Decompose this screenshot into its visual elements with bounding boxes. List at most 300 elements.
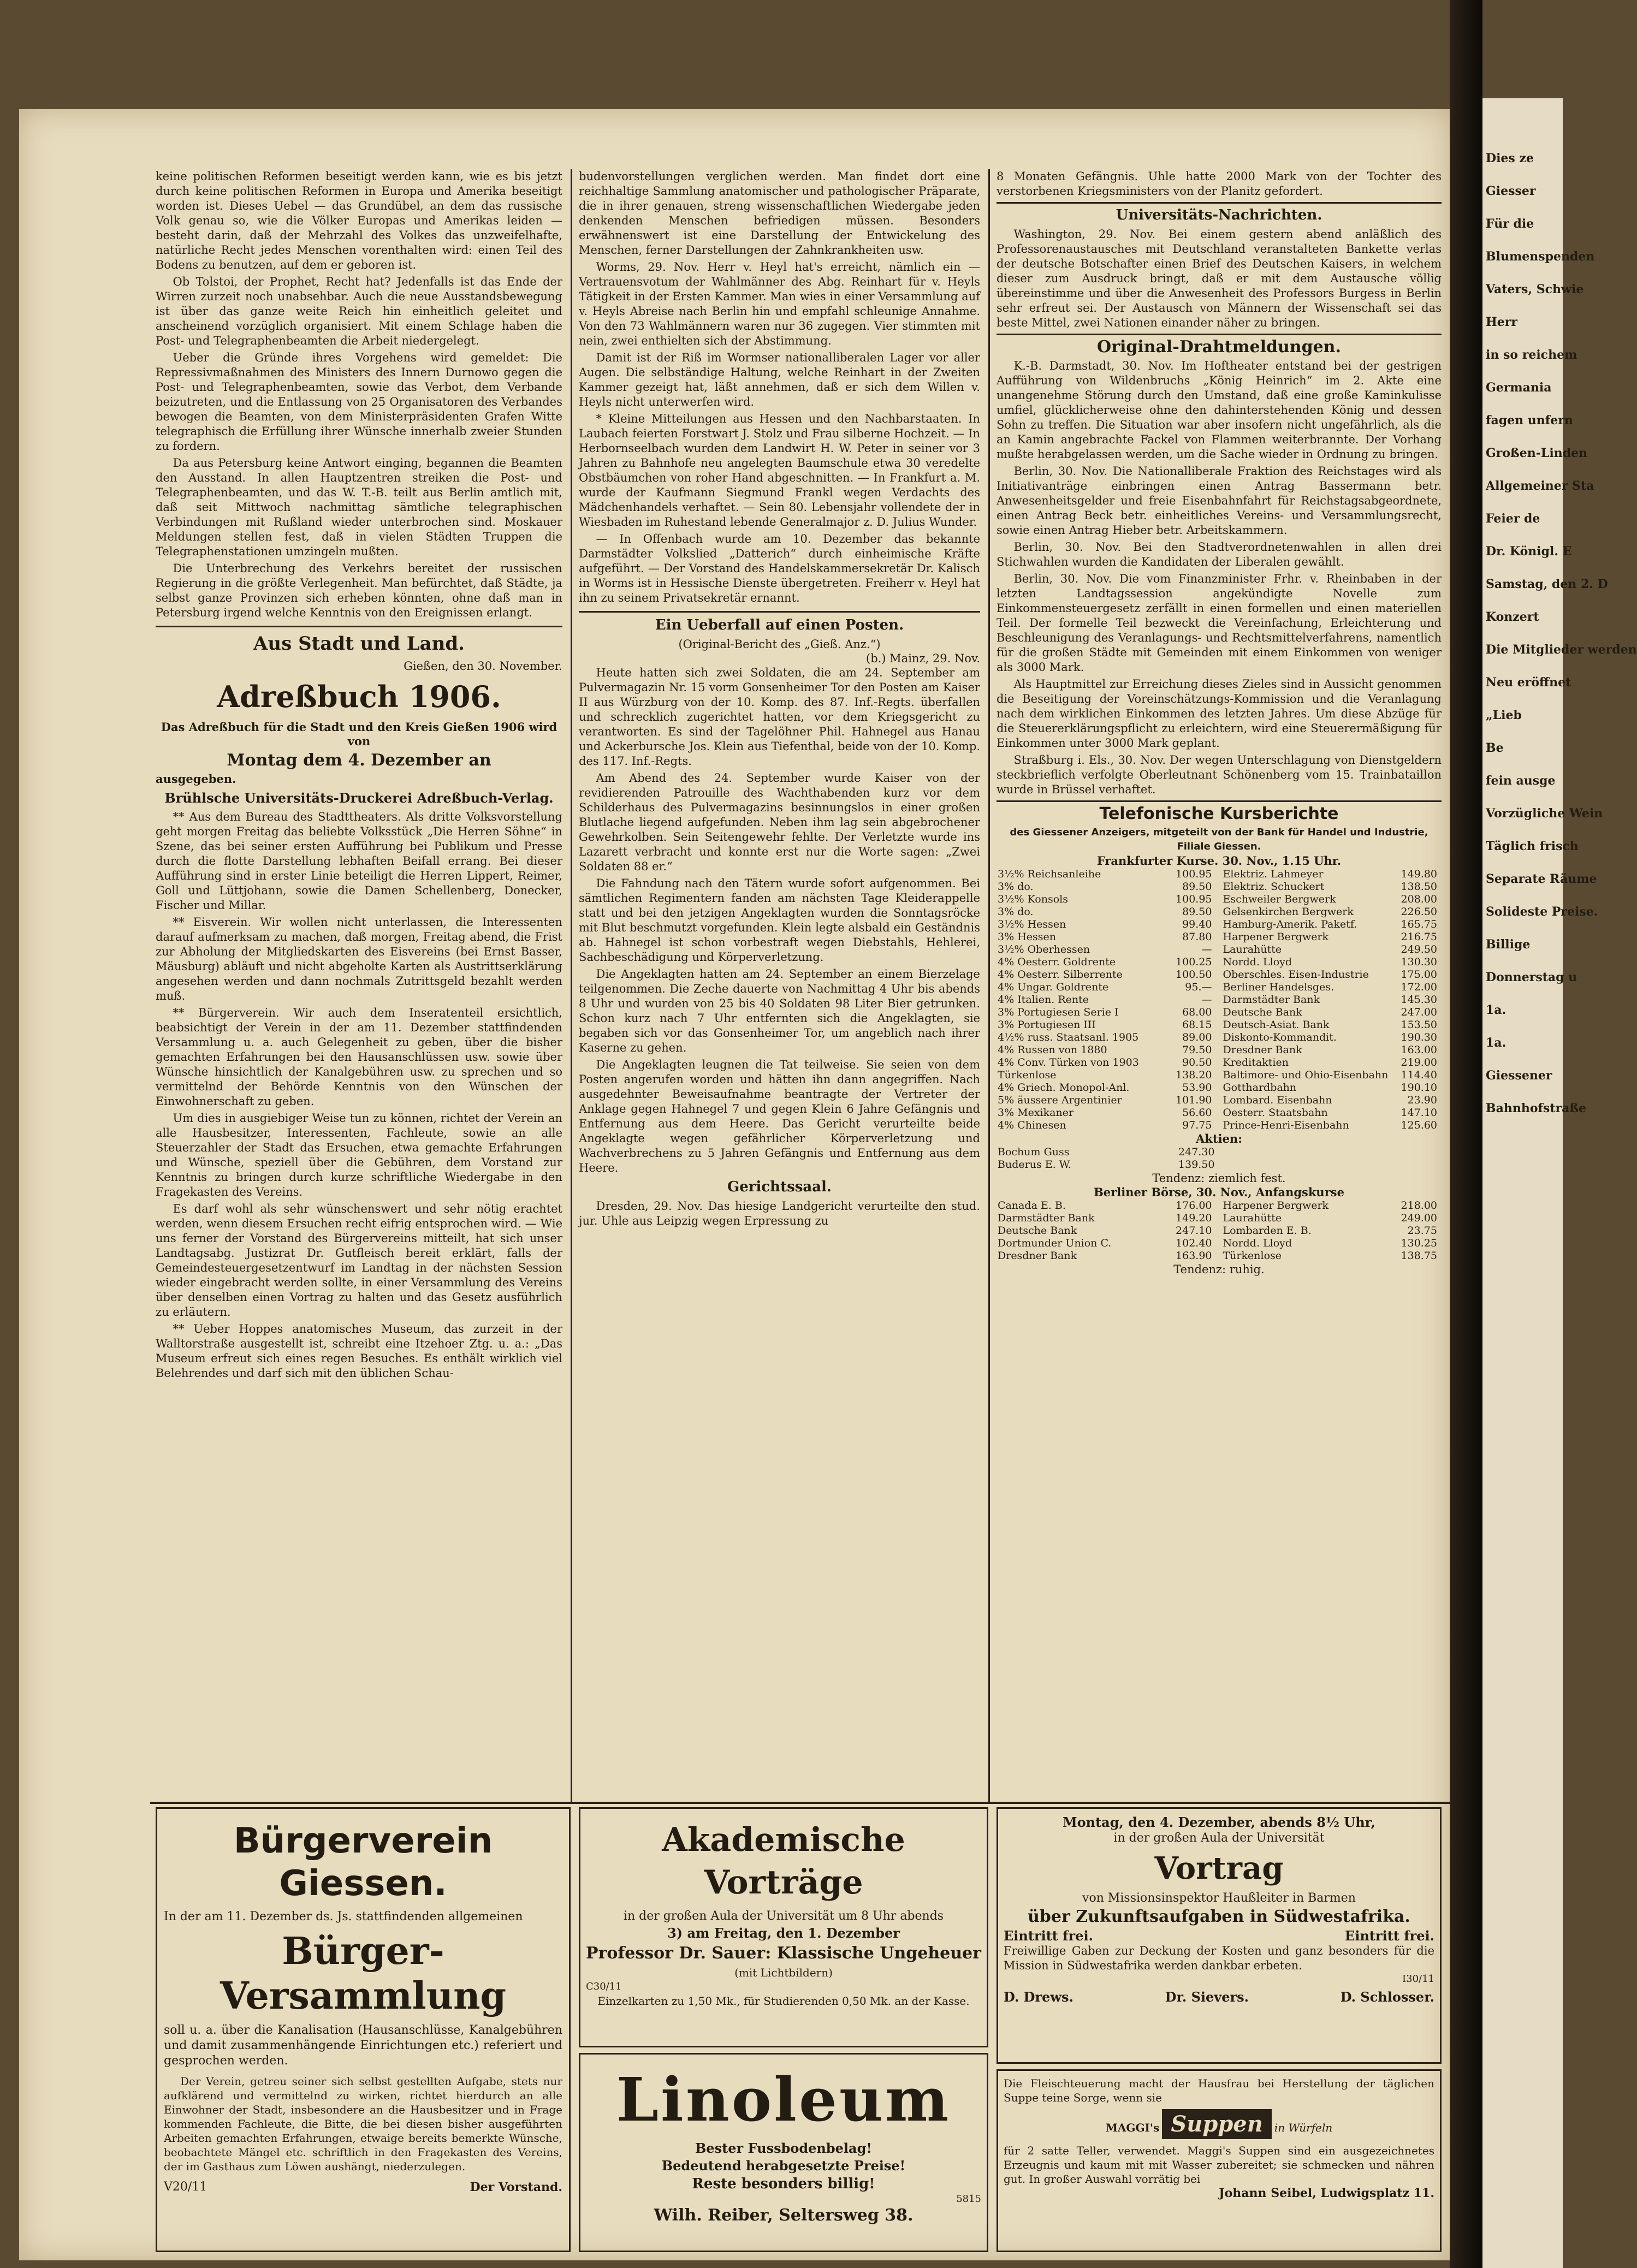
kurs-row bbox=[997, 893, 1217, 906]
feature-paragraph: Die Fahndung nach den Tätern wurde sofort aufgenommen. Bei sämtlichen Regimentern fanden am nächsten Tage Kleiderappelle statt und bei den jetzigen Angeklagten wurden die Sonntagsröcke mit Blut beschmutzt vorgefunden. Klein legte alsbald ein Geständnis ab. Hahnegel ist schon vorbestraft wegen Diebstahls, Hehlerei, Sachbeschädigung und Körperverletzung. bbox=[579, 877, 980, 964]
kurs-value: 125.60 bbox=[1401, 1119, 1437, 1131]
draht-paragraph: K.-B. Darmstadt, 30. Nov. Im Hoftheater entstand bei der gestrigen Aufführung von Wildenbruchs „König Heinrich“ im 2. Akte eine unangenehme Störung durch den Umstand, daß eine große Kaminkulisse umfiel, glücklicherweise ohne den dahinterstehenden König und dessen Sohn zu treffen. Die Situation war aber insofern nicht ungefährlich, als die an Kamin angebrachte Fackel von Flammen weiterbrannte. Der Vorhang mußte herabgelassen werden, um die Sache wieder in Ordnung zu bringen. bbox=[997, 359, 1442, 461]
adressbuch-text: Das Adreßbuch für die Stadt und den Kreis Gießen 1906 wird von bbox=[161, 720, 557, 748]
local-news: ** Ueber Hoppes anatomisches Museum, das zurzeit in der Walltorstraße ausgestellt ist, schreibt eine Itzehoer Ztg. u. a.: „Das Museum erfreut sich eines regen Besuches. Es enthält wirklich viel Belehrendes und darf sich mit den üblichen Schau- bbox=[156, 1322, 562, 1380]
kurs-value: 138.50 bbox=[1401, 881, 1437, 893]
kurs-value: — bbox=[1201, 943, 1212, 955]
kurs-name: Kreditaktien bbox=[1223, 1056, 1289, 1068]
kurs-name: 3% Portugiesen Serie I bbox=[998, 1006, 1119, 1018]
ad-text: Bester Fussbodenbelag! bbox=[695, 2140, 872, 2156]
kurs-name: Berliner Handelsges. bbox=[1223, 981, 1334, 993]
local-news: Um dies in ausgiebiger Weise tun zu können, richtet der Verein an alle Hausbesitzer, Interessenten, Fachleute, sowie an alle Steuerzahler der Stadt das Ersuchen, etwa gemachte Erfahrungen und Wünsche, speziell über die Gebühren, dem Vorstand zur Kenntnis zu bringen durch kurze schriftliche Wiedergabe in den Fragekasten des Vereins. bbox=[156, 1112, 562, 1198]
kurs-name: Bochum Guss bbox=[998, 1146, 1070, 1158]
aktien-head: Aktien: bbox=[1196, 1132, 1242, 1145]
kurs-row bbox=[1222, 1250, 1442, 1262]
berlin-head: Berliner Börse, 30. Nov., Anfangskurse bbox=[1094, 1185, 1344, 1199]
kurs-row bbox=[997, 1006, 1217, 1019]
kurs-value: 153.50 bbox=[1401, 1019, 1437, 1031]
ad-text: in der großen Aula der Universität um 8 Uhr abends bbox=[623, 1909, 944, 1923]
adjacent-fragment: Konzert bbox=[1486, 610, 1539, 624]
kurs-value: 190.10 bbox=[1401, 1082, 1437, 1094]
kurs-row bbox=[1222, 1200, 1442, 1212]
adjacent-fragment: Dr. Königl. E bbox=[1486, 544, 1572, 559]
kurs-name: 4% Ungar. Goldrente bbox=[998, 981, 1109, 993]
kurs-value: 247.30 bbox=[1178, 1146, 1215, 1158]
column-1 bbox=[156, 169, 562, 1799]
kurs-value: 218.00 bbox=[1401, 1200, 1437, 1212]
ad-code: V20/11 bbox=[164, 2180, 207, 2194]
kurs-name: 5% äussere Argentinier bbox=[998, 1094, 1122, 1106]
kurs-row bbox=[1222, 994, 1442, 1006]
kurs-value: 102.40 bbox=[1176, 1237, 1212, 1249]
kurs-name: Hamburg-Amerik. Paketf. bbox=[1223, 918, 1357, 930]
frankfurt-head: Frankfurter Kurse. 30. Nov., 1.15 Uhr. bbox=[1096, 854, 1342, 868]
kurs-row bbox=[1222, 1044, 1442, 1056]
kurs-value: 23.90 bbox=[1407, 1094, 1437, 1106]
ad-entry-left: Eintritt frei. bbox=[1004, 1928, 1093, 1944]
kurs-value: 139.50 bbox=[1178, 1159, 1215, 1171]
kurs-name: Dresdner Bank bbox=[998, 1250, 1077, 1262]
ad-text: von Missionsinspektor Haußleiter in Barmen bbox=[1082, 1891, 1356, 1905]
adjacent-fragment: Solideste Preise. bbox=[1486, 905, 1598, 919]
kurs-row bbox=[997, 918, 1217, 931]
kurs-name: Oberschles. Eisen-Industrie bbox=[1223, 969, 1369, 981]
ad-text: Der Verein, getreu seiner sich selbst gestellten Aufgabe, stets nur aufklärend und vermittelnd zu wirken, richtet hierdurch an alle Einwohner der Stadt, insbesondere an die Hausbesitzer und in Frage kommenden Fachleute, die Bitte, die bei diesen bisher ausgeführten Arbeiten gemachten Erfahrungen, etwaige bereits bemerkte Wünsche, beobachtete Mängel etc. schriftlich in den Fragekasten des Vereins, der im Gasthaus zum Löwen aushängt, niederzulegen. bbox=[164, 2075, 562, 2173]
kurs-name: Laurahütte bbox=[1223, 1212, 1282, 1224]
kurs-name: 4% Conv. Türken von 1903 bbox=[998, 1056, 1139, 1068]
kurs-value: 249.00 bbox=[1401, 1212, 1437, 1224]
feature-dateline: (b.) Mainz, 29. Nov. bbox=[866, 652, 980, 665]
kurs-row bbox=[997, 1200, 1217, 1212]
kurs-name: Buderus E. W. bbox=[998, 1159, 1071, 1171]
adjacent-fragment: Donnerstag u bbox=[1486, 970, 1577, 984]
article-paragraph: — In Offenbach wurde am 10. Dezember das bekannte Darmstädter Volkslied „Datterich“ durch einheimische Kräfte aufgeführt. — Der Vorstand des Handelskammersekretär Dr. Kalisch in Worms ist in Hessische Dienste übergetreten. Freiherr v. Heyl hat ihn zu seinem Privatsekretär ernannt. bbox=[579, 532, 980, 604]
kurs-value: 114.40 bbox=[1401, 1069, 1437, 1081]
kurs-name: Türkenlose bbox=[998, 1069, 1057, 1081]
univ-text: Washington, 29. Nov. Bei einem gestern abend anläßlich des Professorenaustausches mit Deutschland veranstalteten Bankette verlas der deutsche Botschafter einen Brief des Deutschen Kaisers, in welchem dieser zum Ausdruck bringt, daß er mit dem Austausche völlig übereinstimme und über die Anwesenheit des Professors Burgess in Berlin sehr erfreut sei. Der Austausch von Männern der Wissenschaft sei das beste Mittel, zwei Nationen einander näher zu bringen. bbox=[997, 228, 1442, 329]
kurs-row bbox=[997, 956, 1217, 969]
kurs-row bbox=[1222, 931, 1442, 943]
ad-dealer: Johann Seibel, Ludwigsplatz 11. bbox=[1219, 2186, 1434, 2200]
adjacent-fragment: Vorzügliche Wein bbox=[1486, 806, 1603, 821]
local-news: ** Eisverein. Wir wollen nicht unterlassen, die Interessenten darauf aufmerksam zu machen, daß morgen, Freitag abend, die Frist zur Abholung der Mitgliedskarten des Eisvereins (bei Ernst Basser, Mäusburg) abläuft und nicht abgeholte Karten als Austrittserklärung angesehen werden und dann nochmals Zutrittsgeld bezahlt werden muß. bbox=[156, 916, 562, 1002]
kurs-value: 165.75 bbox=[1401, 918, 1437, 930]
kurs-name: Gotthardbahn bbox=[1223, 1082, 1297, 1094]
kurs-value: 97.75 bbox=[1182, 1119, 1212, 1131]
kurs-row bbox=[997, 1082, 1217, 1094]
divider bbox=[997, 800, 1442, 802]
adjacent-fragment: Täglich frisch bbox=[1486, 839, 1579, 853]
kurs-row bbox=[997, 943, 1217, 956]
kurs-name: Gelsenkirchen Bergwerk bbox=[1223, 906, 1354, 918]
kurs-row bbox=[997, 1237, 1217, 1250]
adjacent-fragment: fein ausge bbox=[1486, 774, 1556, 788]
ad-text: soll u. a. über die Kanalisation (Hausanschlüsse, Kanalgebühren und damit zusammenhängende Einrichtungen etc.) referiert und gesprochen werden. bbox=[164, 2023, 562, 2068]
kurs-subtitle: des Giessener Anzeigers, mitgeteilt von der Bank für Handel und Industrie, Filiale Giessen. bbox=[1010, 827, 1428, 852]
kurs-value: 23.75 bbox=[1407, 1225, 1437, 1237]
article-paragraph: Ueber die Gründe ihres Vorgehens wird gemeldet: Die Repressivmaßnahmen des Ministers des Innern Durnowo gegen die Post- und Telegraphenbeamten, sowie das Verbot, dem Verbande beizutreten, und die Entlassung von 25 Organisatoren des Verbandes bewogen die Beamten, von dem Ministerpräsidenten Grafen Witte telegraphisch die Erfüllung ihrer Wünsche innerhalb zweier Stunden zu fordern. bbox=[156, 351, 562, 453]
kurs-value: 216.75 bbox=[1401, 931, 1437, 943]
kurs-name: Lombarden E. B. bbox=[1223, 1225, 1312, 1237]
kurs-name: Elektriz. Lahmeyer bbox=[1223, 868, 1324, 880]
kurs-value: 147.10 bbox=[1401, 1107, 1437, 1119]
kurs-table-right bbox=[1222, 868, 1442, 1132]
kurs-row bbox=[997, 1146, 1219, 1159]
kurs-row bbox=[1222, 893, 1442, 906]
kurs-value: 56.60 bbox=[1182, 1107, 1212, 1119]
kurs-name: Nordd. Lloyd bbox=[1223, 956, 1292, 968]
kurs-row bbox=[997, 1107, 1217, 1119]
local-news: ** Aus dem Bureau des Stadttheaters. Als dritte Volksvorstellung geht morgen Freitag das beliebte Volksstück „Die Herren Söhne“ in Szene, das bei seiner ersten Aufführung bei Publikum und Presse durch die flotte Darstellung lebhaften Beifall errang. Bei dieser Aufführung sind in erster Linie beteiligt die Herren Lippert, Reimer, Goll und Lüttjohann, sowie die Damen Schellenberg, Donecker, Fischer und Millar. bbox=[156, 810, 562, 912]
ad-text: Bedeutend herabgesetzte Preise! bbox=[661, 2158, 906, 2174]
local-news: Es darf wohl als sehr wünschenswert und sehr nötig erachtet werden, wenn diesem Ersuchen recht eifrig entsprochen wird. — Wie uns ferner der Vorstand des Bürgervereins mitteilt, hat sich unser Landtagsabg. Justizrat Dr. Gutfleisch bereit erklärt, falls der Gemeindesteuergesetzentwurf im Landtag in der nächsten Session wieder eingebracht werden sollte, in einer Versammlung des Vereins über denselben einen Vortrag zu halten und das Gesetz ausführlich zu erläutern. bbox=[156, 1202, 562, 1319]
kurs-row bbox=[997, 1019, 1217, 1031]
adjacent-fragment: Herr bbox=[1486, 315, 1517, 329]
dateline: Gießen, den 30. November. bbox=[404, 660, 562, 673]
maggi-brand: MAGGI's bbox=[1105, 2121, 1160, 2134]
kurs-value: 163.90 bbox=[1176, 1250, 1212, 1262]
kurs-row bbox=[997, 881, 1217, 893]
aktien-table bbox=[997, 1146, 1219, 1171]
draht-paragraph: Straßburg i. Els., 30. Nov. Der wegen Unterschlagung von Dienstgeldern steckbrieflich verfolgte Oberleutnant Schönenberg vom 15. Trainbataillon wurde in Brüssel verhaftet. bbox=[997, 753, 1442, 796]
feature-paragraph: Die Angeklagten hatten am 24. September an einem Bierzelage teilgenommen. Die Zeche dauerte von Nachmittag 4 Uhr bis abends 8 Uhr und wurden von 25 bis 40 Soldaten 98 Liter Bier getrunken. Schon kurz nach 7 Uhr entfernten sich die Angeklagten, sie begaben sich vor das Gonsenheimer Tor, um angeblich nach ihrer Kaserne zu gehen. bbox=[579, 967, 980, 1054]
adjacent-fragment: Großen-Linden bbox=[1486, 446, 1588, 460]
kurs-row bbox=[1222, 1082, 1442, 1094]
adjacent-fragment: Be bbox=[1486, 741, 1504, 755]
kurs-value: 100.95 bbox=[1176, 893, 1212, 905]
kurs-name: 3% do. bbox=[998, 881, 1034, 893]
adjacent-fragment: Vaters, Schwie bbox=[1486, 282, 1584, 296]
kurs-row bbox=[997, 931, 1217, 943]
kurs-value: 163.00 bbox=[1401, 1044, 1437, 1056]
kurs-row bbox=[1222, 918, 1442, 931]
article-paragraph: keine politischen Reformen beseitigt werden kann, wie es bis jetzt durch keine politischen Reformen in Europa und Amerika beseitigt worden ist. Dieses Uebel — das Grundübel, an dem das russische Volk genau so, wie die Völker Europas und Amerikas leiden — besteht darin, daß der Mehrzahl des Volkes das unzweifelhafte, natürliche Recht jedes Menschen vorenthalten wird: einen Teil des Bodens zu benutzen, auf dem er geboren ist. bbox=[156, 170, 562, 271]
kurs-name: Deutsch-Asiat. Bank bbox=[1223, 1019, 1330, 1031]
kurs-value: 87.80 bbox=[1182, 931, 1212, 943]
kurs-name: 3% Portugiesen III bbox=[998, 1019, 1096, 1031]
univ-title: Universitäts-Nachrichten. bbox=[1116, 207, 1322, 223]
kurs-name: 4% Chinesen bbox=[998, 1119, 1066, 1131]
ad-title: Akademische Vorträge bbox=[662, 1821, 905, 1902]
ad-name: D. Drews. bbox=[1004, 1989, 1073, 2005]
kurs-row bbox=[997, 868, 1217, 881]
ads-rule bbox=[150, 1802, 1450, 1804]
kurs-row bbox=[1222, 906, 1442, 918]
kurs-name: Laurahütte bbox=[1223, 943, 1282, 955]
kurs-value: 249.50 bbox=[1401, 943, 1437, 955]
adressbuch-publisher: Brühlsche Universitäts-Druckerei Adreßbuch-Verlag. bbox=[164, 790, 554, 806]
kurs-row bbox=[1222, 1237, 1442, 1250]
ad-linoleum bbox=[579, 2053, 988, 2252]
ad-code: I30/11 bbox=[1402, 1973, 1434, 1985]
feature-paragraph: Die Angeklagten leugnen die Tat teilweise. Sie seien von dem Posten angerufen worden und hätten ihn dann angegriffen. Nach ausgedehnter Beweisaufnahme beantragte der Vertreter der Anklage gegen Hahnegel 7 und gegen Klein 6 Jahre Gefängnis und Entfernung aus dem Heere. Das Gericht verurteilte beide Angeklagte wegen gefährlicher Körperverletzung und Wachverbrechens zu 5 Jahren Gefängnis und Entfernung aus dem Heere. bbox=[579, 1058, 980, 1174]
kurs-value: 100.95 bbox=[1176, 868, 1212, 880]
kurs-value: 149.80 bbox=[1401, 868, 1437, 880]
kurs-name: Darmstädter Bank bbox=[1223, 994, 1320, 1006]
kurs-value: 145.30 bbox=[1401, 994, 1437, 1006]
adjacent-fragment: Giesser bbox=[1486, 184, 1536, 198]
kurs-row bbox=[997, 1094, 1217, 1107]
court-text: Dresden, 29. Nov. Das hiesige Landgericht verurteilte den stud. jur. Uhle aus Leipzig wegen Erpressung zu bbox=[579, 1200, 980, 1227]
kurs-value: 247.10 bbox=[1176, 1225, 1212, 1237]
adjacent-fragment: „Lieb bbox=[1486, 708, 1522, 722]
kurs-value: 95.— bbox=[1185, 981, 1212, 993]
adjacent-fragment: Dies ze bbox=[1486, 151, 1534, 165]
kurs-value: 138.20 bbox=[1176, 1069, 1212, 1081]
kurs-table-left bbox=[997, 868, 1217, 1132]
adjacent-fragment: Germania bbox=[1486, 381, 1552, 395]
ad-title: Linoleum bbox=[616, 2064, 951, 2135]
berlin-table-right bbox=[1222, 1200, 1442, 1262]
kurs-value: 53.90 bbox=[1182, 1082, 1212, 1094]
kurs-name: Oesterr. Staatsbahn bbox=[1223, 1107, 1328, 1119]
ad-maggi bbox=[997, 2069, 1442, 2252]
kurs-row bbox=[1222, 1225, 1442, 1237]
column-rule bbox=[571, 169, 572, 1802]
article-paragraph: Ob Tolstoi, der Prophet, Recht hat? Jedenfalls ist das Ende der Wirren zurzeit noch unabsehbar. Auch die neue Ausstandsbewegung ist über das ganze weite Reich hin einheitlich geleitet und anscheinend vorzüglich organisiert. Mit einem Schlage haben die Post- und Telegraphenbeamten die Arbeit niedergelegt. bbox=[156, 275, 562, 347]
newspaper-page bbox=[19, 109, 1450, 2260]
article-paragraph: Da aus Petersburg keine Antwort einging, begannen die Beamten den Ausstand. In allen Hauptzentren streiken die Post- und Telegraphenbeamten, und das W. T.-B. teilt aus Berlin amtlich mit, daß seit Mittwoch nachmittag sämtliche telegraphischen Verbindungen mit Rußland wieder unterbrochen sind. Moskauer Meldungen stellen fest, daß in vielen Städten Truppen die Telegraphenstationen umzingeln mußten. bbox=[156, 456, 562, 558]
divider bbox=[997, 202, 1442, 204]
kurs-name: Eschweiler Bergwerk bbox=[1223, 893, 1336, 905]
kurs-row bbox=[997, 1119, 1217, 1132]
kurs-name: Deutsche Bank bbox=[998, 1225, 1077, 1237]
kurs-name: 3½% Konsols bbox=[998, 893, 1068, 905]
court-title: Gerichtssaal. bbox=[727, 1179, 832, 1195]
ad-code: 5815 bbox=[956, 2193, 981, 2205]
divider bbox=[156, 626, 562, 627]
kurs-value: 226.50 bbox=[1401, 906, 1437, 918]
kurs-name: 4% Oesterr. Goldrente bbox=[998, 956, 1116, 968]
kurs-value: 89.50 bbox=[1182, 881, 1212, 893]
kurs-name: Dresdner Bank bbox=[1223, 1044, 1302, 1056]
kurs-name: 3% do. bbox=[998, 906, 1034, 918]
ad-akademische-vortraege bbox=[579, 1807, 988, 2047]
column-rule bbox=[988, 169, 990, 1802]
ad-title: Vortrag bbox=[1154, 1850, 1284, 1886]
kurs-row bbox=[1222, 1006, 1442, 1019]
ad-text: (mit Lichtbildern) bbox=[734, 1966, 833, 1979]
adjacent-fragment: in so reichem bbox=[1486, 348, 1577, 362]
ad-text: Die Fleischteuerung macht der Hausfrau bei Herstellung der täglichen Suppe teine Sorge, wenn sie bbox=[1004, 2077, 1434, 2104]
column-2 bbox=[579, 169, 980, 1799]
draht-paragraph: Als Hauptmittel zur Erreichung dieses Zieles sind in Aussicht genommen die Beseitigung der Voreinschätzungs-Kommission und die Veranlagung nach dem wirklichen Einkommen des letzten Jahres. Um diese Abzüge für die Steuererklärungspflicht zu erleichtern, wird eine Steuerermäßigung für Einkommen unter 3000 Mark geplant. bbox=[997, 678, 1442, 750]
book-spine bbox=[1450, 0, 1482, 2268]
ad-prices: Einzelkarten zu 1,50 Mk., für Studierenden 0,50 Mk. an der Kasse. bbox=[597, 1994, 970, 2008]
adjacent-fragment: Giessener bbox=[1486, 1068, 1552, 1083]
draht-paragraph: Berlin, 30. Nov. Die Nationalliberale Fraktion des Reichstages wird als Initiativanträge einbringen einen Antrag Bassermann betr. Anwesenheitsgelder und freie Eisenbahnfahrt für Reichstagsabgeordnete, einen Antrag Beck betr. einheitliches Vereins- und Versammlungsrecht, sowie einen Antrag Hieber betr. Arbeitskammern. bbox=[997, 465, 1442, 537]
draht-title: Original-Drahtmeldungen. bbox=[1097, 337, 1341, 357]
local-news: ** Bürgerverein. Wir auch dem Inseratenteil ersichtlich, beabsichtigt der Verein in der am 11. Dezember stattfindenden Versammlung u. a. auch Gelegenheit zu geben, über die bisher gemachten Erfahrungen bei den Hausanschlüssen usw. sowie über Wünsche hinsichtlich der Kanalgebühren usw. zu sprechen und so vermittelnd der Behörde Kenntnis von den Wünschen der Einwohnerschaft zu geben. bbox=[156, 1006, 562, 1108]
feature-paragraph: Am Abend des 24. September wurde Kaiser von der revidierenden Patrouille des Wachthabenden kurz vor dem Schilderhaus des Pulvermagazins besinnungslos in einer großen Blutlache liegend aufgefunden. Neben ihm lag sein abgebrochener Gewehrkolben. Sein Seitengewehr fehlte. Der Verletzte wurde ins Lazarett verbracht und konnte erst nur die Worte sagen: „Zwei Soldaten 88 er.“ bbox=[579, 771, 980, 873]
ad-entry bbox=[1004, 1928, 1434, 1944]
adjacent-fragment: fagen unfern bbox=[1486, 413, 1573, 428]
kurs-value: 130.30 bbox=[1401, 956, 1437, 968]
kurs-value: 100.25 bbox=[1176, 956, 1212, 968]
divider bbox=[997, 334, 1442, 335]
kurs-value: 100.50 bbox=[1176, 969, 1212, 981]
kurs-value: 138.75 bbox=[1401, 1250, 1437, 1262]
ad-footer bbox=[164, 2180, 562, 2194]
kurs-row bbox=[1222, 1119, 1442, 1132]
adjacent-fragment: 1a. bbox=[1486, 1003, 1506, 1017]
kurs-name: Canada E. B. bbox=[998, 1200, 1066, 1212]
adjacent-fragment: Die Mitglieder werden bbox=[1486, 643, 1637, 657]
draht-paragraph: Berlin, 30. Nov. Bei den Stadtverordnetenwahlen in allen drei Stichwahlen wurden die Kandidaten der Liberalen gewählt. bbox=[997, 541, 1442, 568]
adjacent-fragment: Allgemeiner Sta bbox=[1486, 479, 1594, 493]
kurs-row bbox=[1222, 1019, 1442, 1031]
feature-title: Ein Ueberfall auf einen Posten. bbox=[655, 617, 904, 633]
kurs-row bbox=[1222, 981, 1442, 994]
ad-text: für 2 satte Teller, verwendet. Maggi's Suppen sind ein ausgezeichnetes Erzeugnis und kaum mit mit Wasser zubereitet; sie schmecken und nähren gut. In großer Auswahl vorrätig bei bbox=[1004, 2144, 1434, 2186]
adjacent-fragment: Samstag, den 2. D bbox=[1486, 577, 1608, 591]
kurs-value: 208.00 bbox=[1401, 893, 1437, 905]
adjacent-fragment: Feier de bbox=[1486, 512, 1540, 526]
ad-vortrag bbox=[997, 1807, 1442, 2064]
kurs-row bbox=[997, 994, 1217, 1006]
ad-names bbox=[1004, 1989, 1434, 2005]
article-paragraph: 8 Monaten Gefängnis. Uhle hatte 2000 Mark von der Tochter des verstorbenen Kriegsministers von der Planitz gefordert. bbox=[997, 170, 1442, 198]
ad-name: D. Schlosser. bbox=[1340, 1989, 1434, 2005]
kurs-value: 68.15 bbox=[1182, 1019, 1212, 1031]
adjacent-fragment: 1a. bbox=[1486, 1036, 1506, 1050]
kurs-name: Prince-Henri-Eisenbahn bbox=[1223, 1119, 1349, 1131]
section-title: Aus Stadt und Land. bbox=[253, 633, 465, 655]
kurs-name: Darmstädter Bank bbox=[998, 1212, 1095, 1224]
ad-entry-right: Eintritt frei. bbox=[1345, 1928, 1434, 1944]
kurs-value: 247.00 bbox=[1401, 1006, 1437, 1018]
kurs-row bbox=[997, 969, 1217, 981]
ad-text: In der am 11. Dezember ds. Js. stattfindenden allgemeinen bbox=[164, 1910, 523, 1923]
kurs-value: 175.00 bbox=[1401, 969, 1437, 981]
kurs-value: 149.20 bbox=[1176, 1212, 1212, 1224]
berlin-tables bbox=[997, 1200, 1442, 1262]
ad-text: Montag, den 4. Dezember, abends 8½ Uhr, bbox=[1063, 1814, 1375, 1830]
kurs-row bbox=[1222, 1056, 1442, 1069]
kurs-value: 172.00 bbox=[1401, 981, 1437, 993]
kurs-name: 4% Griech. Monopol-Anl. bbox=[998, 1082, 1130, 1094]
adressbuch-date: Montag dem 4. Dezember an bbox=[227, 751, 491, 770]
ad-signature: Der Vorstand. bbox=[470, 2180, 562, 2194]
kurs-name: 3½% Reichsanleihe bbox=[998, 868, 1101, 880]
kurs-row bbox=[997, 906, 1217, 918]
ad-headline: Bürger-Versammlung bbox=[220, 1929, 507, 2018]
kurs-value: 101.90 bbox=[1176, 1094, 1212, 1106]
ad-date: 3) am Freitag, den 1. Dezember bbox=[667, 1925, 900, 1941]
kurs-name: 4% Italien. Rente bbox=[998, 994, 1089, 1006]
kurs-row bbox=[997, 1056, 1217, 1069]
kurs-value: 89.50 bbox=[1182, 906, 1212, 918]
tendenz: Tendenz: ruhig. bbox=[1173, 1263, 1265, 1276]
article-paragraph: Damit ist der Riß im Wormser nationalliberalen Lager vor aller Augen. Die selbständige Haltung, welche Reinhart in der Zweiten Kammer gezeigt hat, läßt annehmen, daß er sich dem Willen v. Heyls nicht unterwerfen wird. bbox=[579, 351, 980, 408]
ad-footer: Wilh. Reiber, Seltersweg 38. bbox=[654, 2206, 914, 2225]
maggi-logo bbox=[1004, 2109, 1434, 2139]
kurs-name: Dortmunder Union C. bbox=[998, 1237, 1112, 1249]
ad-topic: über Zukunftsaufgaben in Südwestafrika. bbox=[1028, 1907, 1410, 1926]
kurs-row bbox=[1222, 881, 1442, 893]
kurs-row bbox=[1222, 1094, 1442, 1107]
adressbuch-title: Adreßbuch 1906. bbox=[217, 679, 501, 714]
article-paragraph: budenvorstellungen verglichen werden. Man findet dort eine reichhaltige Sammlung anatomischer und pathologischer Präparate, die in ihrer genauen, streng wissenschaftlichen Wiedergabe jeden denkenden Menschen befriedigen müssen. Besonders erwähnenswert ist eine Darstellung der Entwickelung des Menschen, ferner Darstellungen der Zahnkrankheiten usw. bbox=[579, 170, 980, 257]
ad-text: Reste besonders billig! bbox=[692, 2176, 875, 2192]
kurs-name: 3½% Oberhessen bbox=[998, 943, 1090, 955]
kurs-name: Deutsche Bank bbox=[1223, 1006, 1302, 1018]
adjacent-fragment: Billige bbox=[1486, 937, 1531, 952]
kurs-row bbox=[1222, 1212, 1442, 1225]
kurs-name: Nordd. Lloyd bbox=[1223, 1237, 1292, 1249]
kurs-value: 130.25 bbox=[1401, 1237, 1437, 1249]
kurs-value: 90.50 bbox=[1182, 1056, 1212, 1068]
kurs-row bbox=[1222, 868, 1442, 881]
kurs-value: — bbox=[1201, 994, 1212, 1006]
kurs-name: Lombard. Eisenbahn bbox=[1223, 1094, 1332, 1106]
kurs-value: 219.00 bbox=[1401, 1056, 1437, 1068]
adjacent-fragment: Blumenspenden bbox=[1486, 250, 1595, 264]
kurs-row bbox=[997, 1212, 1217, 1225]
draht-paragraph: Berlin, 30. Nov. Die vom Finanzminister Frhr. v. Rheinbaben in der letzten Landtagssession angekündigte Novelle zum Einkommensteuergesetz zerfällt in einen formellen und einen materiellen Teil. Der formelle Teil bezweckt die Vereinfachung, Erleichterung und Beschleunigung des Veranlagungs- und Rechtsmittelverfahrens, namentlich für die großen Städte mit Gemeinden mit einem Einkommen von weniger als 3000 Mark. bbox=[997, 572, 1442, 674]
feature-paragraph: Heute hatten sich zwei Soldaten, die am 24. September am Pulvermagazin Nr. 15 vorm Gonsenheimer Tor den Posten am Kaiser II aus Würzburg von der 10. Komp. des 87. Inf.-Regts. überfallen und schrecklich zugerichtet hatten, vor dem Kriegsgericht zu verantworten. Es sind der Tagelöhner Phil. Hahnegel aus Hanau und Ackerbursche Jos. Klein aus Tiefenthal, beide von der 10. Komp. des 117. Inf.-Regts. bbox=[579, 666, 980, 768]
kurs-row bbox=[1222, 969, 1442, 981]
kurs-name: Türkenlose bbox=[1223, 1250, 1282, 1262]
kurs-name: 4½% russ. Staatsanl. 1905 bbox=[998, 1031, 1139, 1043]
adjacent-fragment: Neu eröffnet bbox=[1486, 675, 1571, 690]
divider bbox=[579, 611, 980, 613]
kurs-name: Harpener Bergwerk bbox=[1223, 1200, 1329, 1212]
kurs-value: 79.50 bbox=[1182, 1044, 1212, 1056]
kurs-row bbox=[997, 1225, 1217, 1237]
kurs-name: 3% Hessen bbox=[998, 931, 1056, 943]
kurs-tables bbox=[997, 868, 1442, 1132]
column-3 bbox=[997, 169, 1442, 1799]
adjacent-fragment: Separate Räume bbox=[1486, 872, 1597, 886]
ad-buergerverein bbox=[156, 1807, 571, 2252]
kurs-name: Elektriz. Schuckert bbox=[1223, 881, 1325, 893]
kurs-value: 68.00 bbox=[1182, 1006, 1212, 1018]
article-paragraph: Die Unterbrechung des Verkehrs bereitet der russischen Regierung in die größte Verlegenheit. Man befürchtet, daß Städte, ja selbst ganze Provinzen sich erheben könnten, ohne daß man in Petersburg irgend welche Kenntnis von den Ereignissen erlangt. bbox=[156, 562, 562, 619]
maggi-product: Suppen bbox=[1162, 2109, 1271, 2139]
kurs-row bbox=[997, 1250, 1217, 1262]
adjacent-fragment: Bahnhofstraße bbox=[1486, 1101, 1587, 1115]
kurs-name: 3½% Hessen bbox=[998, 918, 1066, 930]
kurs-value: 190.30 bbox=[1401, 1031, 1437, 1043]
ad-text: Freiwillige Gaben zur Deckung der Kosten und ganz besonders für die Mission in Südwestafrika werden dankbar erbeten. bbox=[1004, 1944, 1434, 1972]
kurs-row bbox=[1222, 956, 1442, 969]
feature-subtitle: (Original-Bericht des „Gieß. Anz.“) bbox=[678, 638, 881, 651]
ad-name: Dr. Sievers. bbox=[1165, 1989, 1249, 2005]
berlin-table-left bbox=[997, 1200, 1217, 1262]
ad-text: in der großen Aula der Universität bbox=[1113, 1831, 1325, 1845]
adjacent-fragment: Für die bbox=[1486, 217, 1534, 231]
kurs-row bbox=[1222, 1107, 1442, 1119]
ad-speaker: Professor Dr. Sauer: Klassische Ungeheuer bbox=[586, 1944, 981, 1963]
kurs-row bbox=[997, 1031, 1217, 1044]
kurs-value: 89.00 bbox=[1182, 1031, 1212, 1043]
adressbuch-text: ausgegeben. bbox=[156, 772, 236, 786]
adjacent-fragments bbox=[1482, 98, 1637, 1168]
kurs-row bbox=[1222, 1031, 1442, 1044]
kurs-name: 4% Russen von 1880 bbox=[998, 1044, 1107, 1056]
ad-title: Bürgerverein Giessen. bbox=[233, 1821, 493, 1904]
kurs-row bbox=[1222, 1069, 1442, 1082]
ad-code: C30/11 bbox=[586, 1981, 622, 1992]
kurs-row bbox=[997, 1069, 1217, 1082]
kurs-value: 176.00 bbox=[1176, 1200, 1212, 1212]
kurs-row bbox=[1222, 943, 1442, 956]
kurs-row bbox=[997, 1159, 1219, 1171]
adjacent-page bbox=[1482, 98, 1637, 2268]
kurs-name: Baltimore- und Ohio-Eisenbahn bbox=[1223, 1069, 1389, 1081]
kurs-title: Telefonische Kursberichte bbox=[1099, 804, 1339, 823]
